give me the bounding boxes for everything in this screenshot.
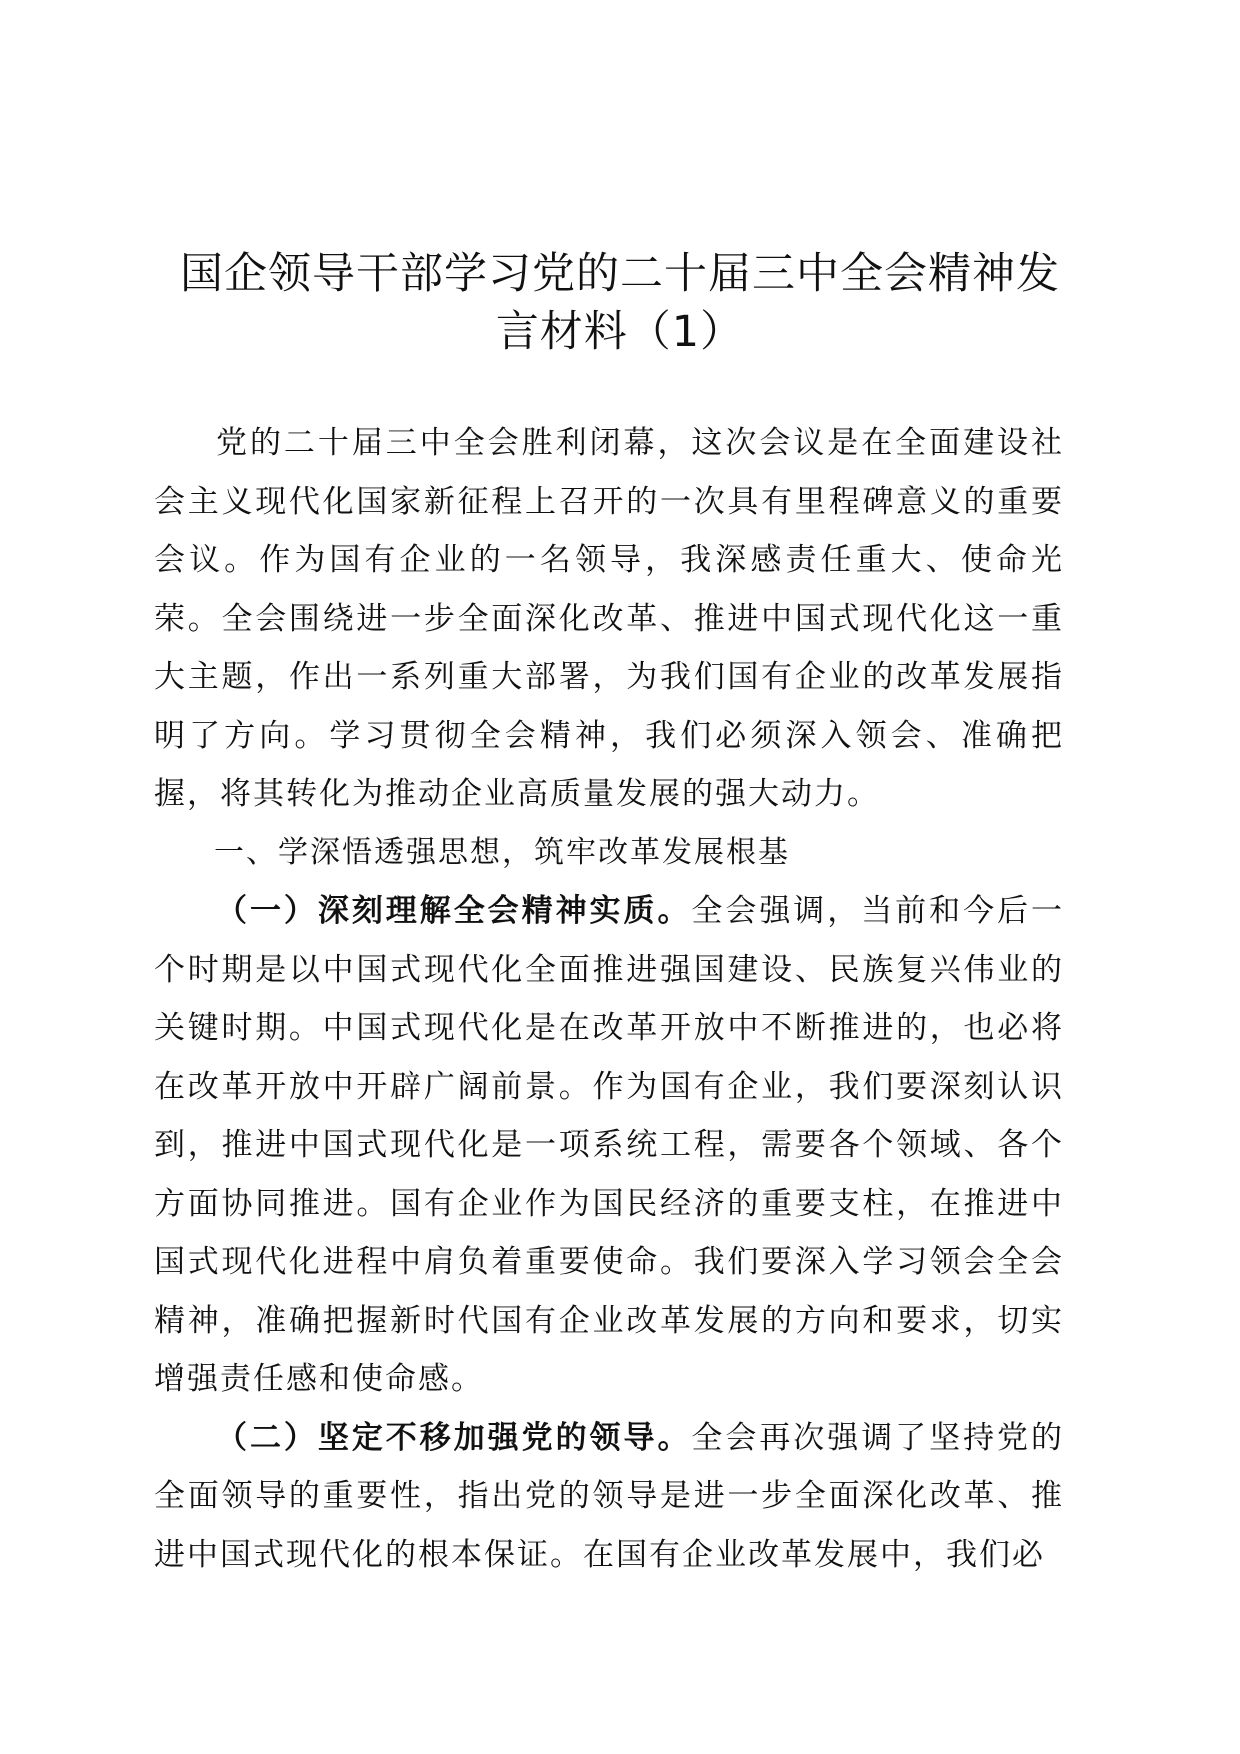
title-line-1: 国企领导干部学习党的二十届三中全会精神发 — [180, 249, 1060, 299]
intro-paragraph: 党的二十届三中全会胜利闭幕，这次会议是在全面建设社会主义现代化国家新征程上召开的一次具有里程碑意义的重要会议。作为国有企业的一名领导，我深感责任重大、使命光荣。全会围绕进一步全面深化改革、推进中国式现代化这一重大主题，作出一系列重大部署，为我们国有企业的改革发展指明了方向。学习贯彻全会精神，我们必须深入领会、准确把握，将其转化为推动企业高质量发展的强大动力。 — [154, 425, 1064, 812]
document-title — [140, 245, 1100, 361]
paragraph-1-lead: （一）深刻理解全会精神实质。 — [216, 893, 692, 929]
paragraph-2-lead: （二）坚定不移加强党的领导。 — [216, 1419, 692, 1456]
paragraph-1-body: 全会强调，当前和今后一个时期是以中国式现代化全面推进强国建设、民族复兴伟业的关键时期。中国式现代化是在改革开放中不断推进的，也必将在改革开放中开辟广阔前景。作为国有企业，我们要深刻认识到，推进中国式现代化是一项系统工程，需要各个领域、各个方面协同推进。国有企业作为国民经济的重要支柱，在推进中国式现代化进程中肩负着重要使命。我们要深入学习领会全会精神，准确把握新时代国有企业改革发展的方向和要求，切实增强责任感和使命感。 — [154, 893, 1065, 1397]
document-body — [154, 414, 1064, 1584]
paragraph-1 — [154, 882, 1064, 1409]
paragraph-2 — [154, 1409, 1064, 1585]
paragraph-2-body: 全会再次强调了坚持党的全面领导的重要性，指出党的领导是进一步全面深化改革、推进中国式现代化的根本保证。在国有企业改革发展中，我们必 — [154, 1419, 1065, 1573]
section-1-heading: 一、学深悟透强思想，筑牢改革发展根基 — [214, 834, 790, 870]
title-line-2: 言材料（1） — [495, 307, 745, 357]
